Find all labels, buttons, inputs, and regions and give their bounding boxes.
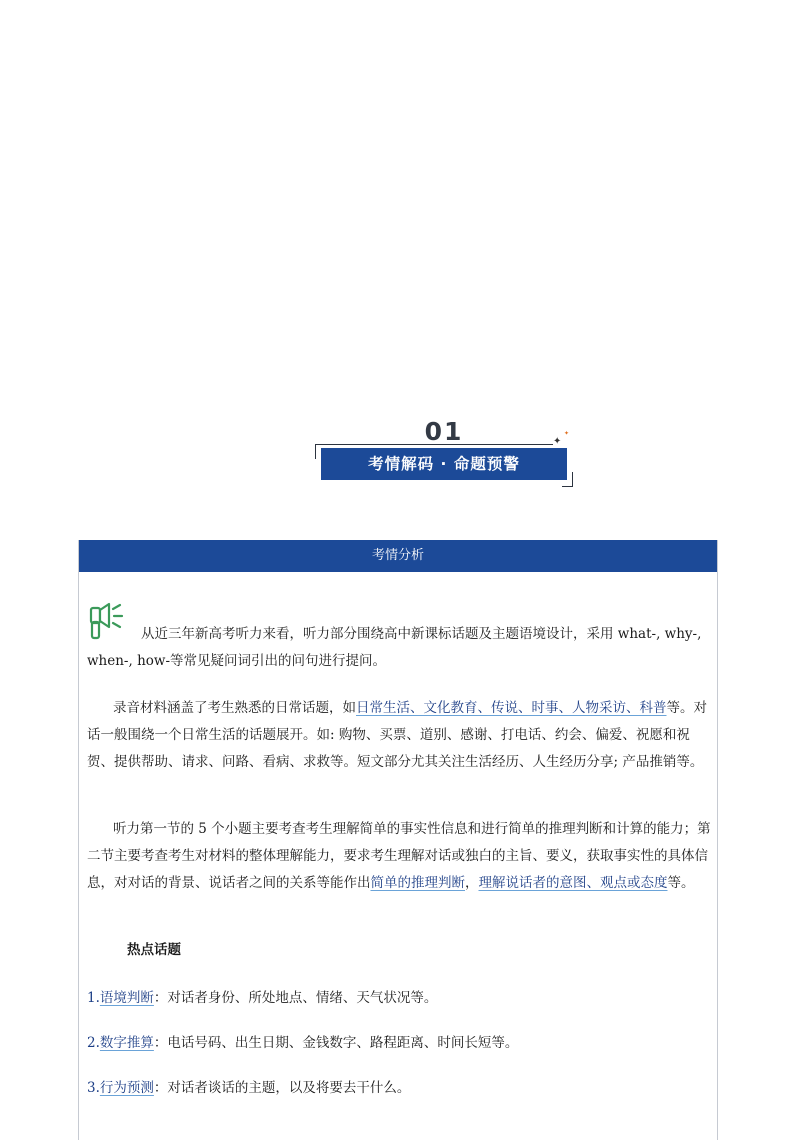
hot-topic-number: 3.: [87, 1080, 100, 1096]
skills-text-after: 等。: [667, 875, 695, 891]
hot-topic-term: 数字推算: [99, 1035, 154, 1051]
hot-topics-heading: 热点话题: [127, 942, 181, 958]
hot-topic-item: [87, 1033, 518, 1053]
bracket-bottom-right: [562, 472, 573, 487]
topics-text-before: 录音材料涵盖了考生熟悉的日常话题，如: [113, 700, 356, 716]
header-top-line: [325, 444, 553, 445]
hot-topic-desc: ：电话号码、出生日期、金钱数字、路程距离、时间长短等。: [153, 1035, 519, 1051]
hot-topic-number: 2.: [87, 1035, 100, 1051]
analysis-panel: [78, 540, 718, 1140]
section-number: 01: [424, 417, 464, 446]
section-title: 考情解码 · 命题预警: [321, 448, 567, 480]
hot-topic-item: [87, 988, 437, 1008]
topics-highlight: 日常生活、文化教育、传说、时事、人物采访、科普: [356, 700, 667, 716]
panel-header: 考情分析: [79, 540, 717, 572]
hot-topic-desc: ：对话者身份、所处地点、情绪、天气状况等。: [153, 990, 438, 1006]
hot-topic-term: 语境判断: [99, 990, 154, 1006]
hot-topic-term: 行为预测: [99, 1080, 154, 1096]
topics-paragraph: [87, 695, 711, 776]
hot-topic-item: [87, 1078, 410, 1098]
intro-text: 从近三年新高考听力来看，听力部分围绕高中新课标话题及主题语境设计，采用 what-, why-, when-, how-等常见疑问词引出的问句进行提问。: [87, 626, 702, 669]
hot-topic-number: 1.: [87, 990, 100, 1006]
skills-sep: ，: [465, 875, 479, 891]
sparkle-icon: ✦: [553, 436, 562, 447]
skills-text-before: 听力第一节的 5 个小题主要考查考生理解简单的事实性信息和进行简单的推理判断和计算的能力；第二节主要考查考生对材料的整体理解能力，要求考生理解对话或独白的主旨、要义，获取事实性的具体信息，对对话的背景、说话者之间的关系等能作出: [87, 821, 711, 891]
skills-paragraph: [87, 816, 711, 897]
small-sparkle-icon: ✦: [564, 430, 570, 437]
section-header: [313, 418, 575, 488]
skills-highlight-2: 理解说话者的意图、观点或态度: [478, 875, 668, 891]
hot-topic-desc: ：对话者谈话的主题，以及将要去干什么。: [153, 1080, 411, 1096]
intro-paragraph: [87, 621, 711, 675]
skills-highlight-1: 简单的推理判断: [370, 875, 465, 891]
topics-text-after: 等。对话一般围绕一个日常生活的话题展开。如: 购物、买票、道别、感谢、打电话、约会、偏爱、祝愿和祝贺、提供帮助、请求、问路、看病、求救等。短文部分尤其关注生活经历、人生经历分享; 产品推销等。: [87, 700, 707, 770]
